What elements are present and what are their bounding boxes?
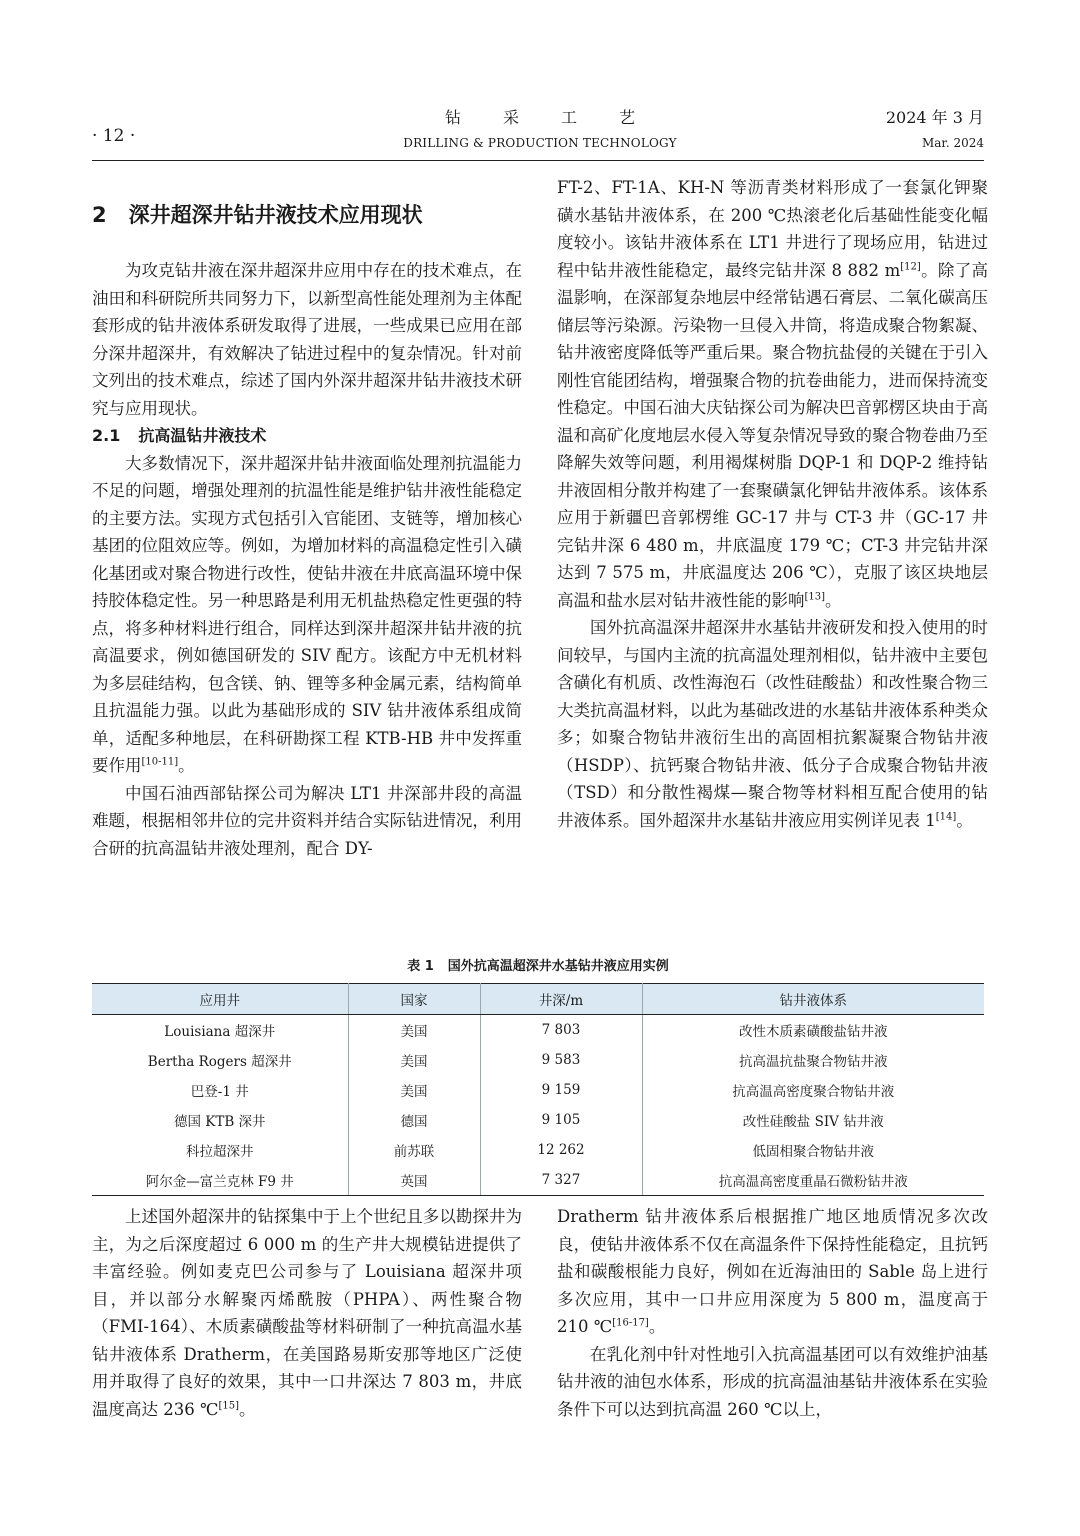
- table-row: [92, 1165, 984, 1196]
- table-cell: 7 327: [480, 1165, 642, 1196]
- table-cell: 科拉超深井: [92, 1135, 348, 1165]
- section-heading: [92, 200, 522, 230]
- subsection-heading: [92, 422, 522, 450]
- left-column-bottom: [92, 1203, 522, 1423]
- right-column-top: [557, 174, 988, 834]
- table-cell: 9 105: [480, 1105, 642, 1135]
- table-cell: 巴登-1 井: [92, 1075, 348, 1105]
- table-caption: [92, 955, 984, 974]
- paragraph-lt1-continued: FT-2、FT-1A、KH-N 等沥青类材料形成了一套氯化钾聚磺水基钻井液体系，在 200 ℃热滚老化后基础性能变化幅度较小。该钻井液体系在 LT1 井进行了现场应用，钻进过程中钻井液性能稳定，最终完钻井深 8 882 m[12]。除了高温影响，在深部复杂地层中经常钻遇石膏层、二氧化碳高压储层等污染源。污染物一旦侵入井筒，将造成聚合物絮凝、钻井液密度降低等严重后果。聚合物抗盐侵的关键在于引入刚性官能团结构，增强聚合物的抗卷曲能力，进而保持流变性稳定。中国石油大庆钻探公司为解决巴音郭楞区块由于高温和高矿化度地层水侵入等复杂情况导致的聚合物卷曲乃至降解失效等问题，利用褐煤树脂 DQP-1 和 DQP-2 维持钻井液固相分散并构建了一套聚磺氯化钾钻井液体系。该体系应用于新疆巴音郭楞维 GC-17 井与 CT-3 井（GC-17 井完钻井深 6 480 m，井底温度 179 ℃；CT-3 井完钻井深达到 7 575 m，井底温度达 206 ℃），克服了该区块地层高温和盐水层对钻井液性能的影响[13]。: [557, 178, 988, 610]
- table-cell: 抗高温高密度重晶石微粉钻井液: [642, 1165, 984, 1196]
- paragraph-dratherm-continued: Dratherm 钻井液体系后根据推广地区地质情况多次改良，使钻井液体系不仅在高温条件下保持性能稳定，且抗钙盐和碳酸根能力良好，例如在近海油田的 Sable 岛上进行多次应用，其中一口井应用深度为 5 800 m，温度高于 210 ℃[16-17]。: [557, 1207, 988, 1336]
- table-cell: Louisiana 超深井: [92, 1015, 348, 1046]
- table-header-cell: 井深/m: [480, 984, 642, 1015]
- table-cell: 美国: [348, 1075, 480, 1105]
- left-column-top: [92, 200, 522, 862]
- table-cell: 9 583: [480, 1045, 642, 1075]
- table-cell: 德国 KTB 深井: [92, 1105, 348, 1135]
- table-cell: 改性硅酸盐 SIV 钻井液: [742, 1114, 884, 1130]
- table-cell: 9 159: [480, 1075, 642, 1105]
- subsection-number: 2.1: [92, 426, 121, 445]
- citation: [14]: [935, 811, 957, 822]
- table-row: [92, 1015, 984, 1046]
- table-cell: 7 803: [480, 1015, 642, 1046]
- table-cell: 改性木质素磺酸盐钻井液: [739, 1024, 888, 1040]
- issue-date: [886, 108, 984, 150]
- table-cell: 美国: [348, 1015, 480, 1046]
- table-caption-text: 国外抗高温超深井水基钻井液应用实例: [447, 959, 669, 974]
- table-cell: 英国: [348, 1165, 480, 1196]
- subsection-title: 抗高温钻井液技术: [138, 426, 267, 445]
- journal-title-cn: 钻采工艺: [444, 108, 677, 127]
- paragraph-lt1-start: 中国石油西部钻探公司为解决 LT1 井深部井段的高温难题，根据相邻井位的完井资料并结合实际钻进情况，利用合研的抗高温钻井液处理剂，配合 DY-: [92, 783, 522, 858]
- table-cell: 12 262: [480, 1135, 642, 1165]
- citation: [15]: [218, 1400, 239, 1411]
- table-row: [92, 1075, 984, 1105]
- table-header-cell: 国家: [348, 984, 480, 1015]
- table-header-cell: 钻井液体系: [642, 984, 984, 1015]
- right-column-bottom: [557, 1203, 988, 1423]
- issue-date-en: Mar. 2024: [921, 136, 984, 150]
- paragraph-high-temp-methods: 大多数情况下，深井超深井钻井液面临处理剂抗温能力不足的问题，增强处理剂的抗温性能是维护钻井液性能稳定的主要方法。实现方式包括引入官能团、支链等，增加核心基团的位阻效应等。例如，为增加材料的高温稳定性引入磺化基团或对聚合物进行改性，使钻井液在井底高温环境中保持胶体稳定性。另一种思路是利用无机盐热稳定性更强的特点，将多种材料进行组合，同样达到深井超深井钻井液的抗高温要求，例如德国研发的 SIV 配方。该配方中无机材料为多层硅结构，包含镁、钠、锂等多种金属元素，结构简单且抗温能力强。以此为基础形成的 SIV 钻井液体系组成简单，适配多种地层，在科研勘探工程 KTB-HB 井中发挥重要作用[10-11]。: [92, 453, 522, 775]
- page-number: · 12 ·: [92, 126, 136, 146]
- citation: [13]: [804, 591, 826, 602]
- table-cell: 美国: [348, 1045, 480, 1075]
- paragraph-dratherm: 上述国外超深井的钻探集中于上个世纪且多以勘探井为主，为之后深度超过 6 000 m 的生产井大规模钻进提供了丰富经验。例如麦克巴公司参与了 Louisiana 超深井项目，并以部分水解聚丙烯酰胺（PHPA）、两性聚合物（FMI-164）、木质素磺酸盐等材料研制了一种抗高温水基钻井液体系 Dratherm，在美国路易斯安那等地区广泛使用并取得了良好的效果，其中一口井深达 7 803 m，井底温度高达 236 ℃[15]。: [92, 1207, 522, 1419]
- citation: [10-11]: [141, 756, 179, 768]
- section-number: 2: [92, 203, 107, 227]
- journal-title-en: DRILLING & PRODUCTION TECHNOLOGY: [403, 136, 677, 150]
- citation: [12]: [900, 261, 921, 272]
- table-cell: 阿尔金—富兰克林 F9 井: [92, 1165, 348, 1196]
- section-title: 深井超深井钻井液技术应用现状: [128, 203, 423, 227]
- table-header-row: [92, 984, 984, 1015]
- table-cell: 前苏联: [348, 1135, 480, 1165]
- citation: [16-17]: [612, 1317, 649, 1329]
- table-cell: Bertha Rogers 超深井: [92, 1045, 348, 1075]
- table-row: [92, 1045, 984, 1075]
- table-cell: 德国: [348, 1105, 480, 1135]
- section-intro-paragraph: 为攻克钻井液在深井超深井应用中存在的技术难点，在油田和科研院所共同努力下，以新型高性能处理剂为主体配套形成的钻井液体系研发取得了进展，一些成果已应用在部分深井超深井，有效解决了钻进过程中的复杂情况。针对前文列出的技术难点，综述了国内外深井超深井钻井液技术研究与应用现状。: [92, 261, 522, 418]
- data-table: [92, 983, 984, 1196]
- paragraph-foreign-fluids: 国外抗高温深井超深井水基钻井液研发和投入使用的时间较早，与国内主流的抗高温处理剂相似，钻井液中主要包含磺化有机质、改性海泡石（改性硅酸盐）和改性聚合物三大类抗高温材料，以此为基础改进的水基钻井液体系种类众多；如聚合物钻井液衍生出的高固相抗絮凝聚合物钻井液（HSDP）、抗钙聚合物钻井液、低分子合成聚合物钻井液（TSD）和分散性褐煤—聚合物等材料相互配合使用的钻井液体系。国外超深井水基钻井液应用实例详见表 1[14]。: [557, 618, 988, 830]
- header-rule: [92, 160, 984, 161]
- table-row: [92, 1105, 984, 1135]
- issue-date-cn: 2024 年 3 月: [885, 108, 984, 127]
- table-cell: 低固相聚合物钻井液: [752, 1144, 874, 1160]
- table-cell: 抗高温抗盐聚合物钻井液: [739, 1054, 888, 1070]
- paragraph-oil-based: 在乳化剂中针对性地引入抗高温基团可以有效维护油基钻井液的油包水体系，形成的抗高温油基钻井液体系在实验条件下可以达到抗高温 260 ℃以上，: [557, 1344, 988, 1419]
- table-cell: 抗高温高密度聚合物钻井液: [732, 1084, 895, 1100]
- table-row: [92, 1135, 984, 1165]
- table-label: 表 1: [407, 959, 434, 974]
- table-header-cell: 应用井: [92, 984, 348, 1015]
- journal-header: [340, 108, 740, 150]
